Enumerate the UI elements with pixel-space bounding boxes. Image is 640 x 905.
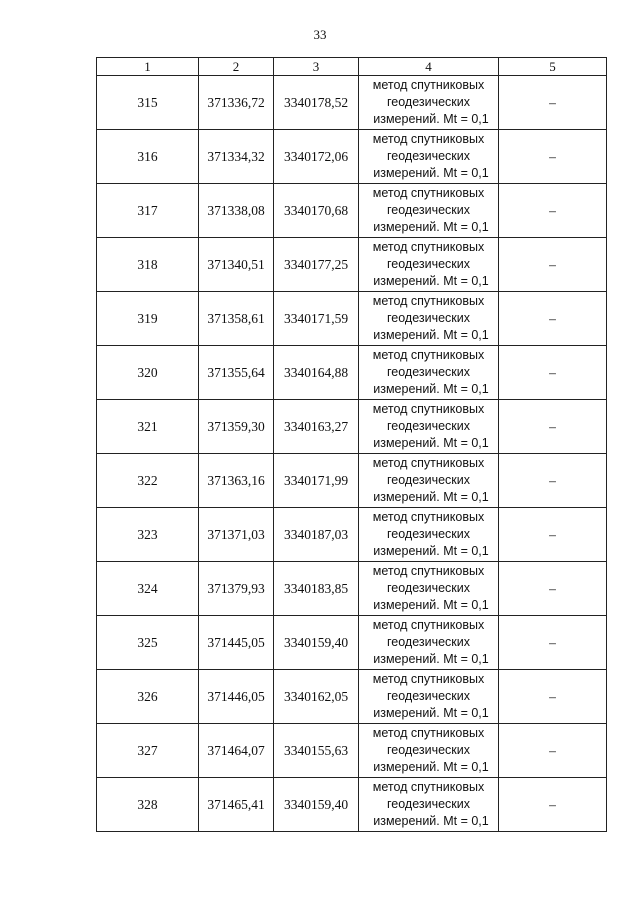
y-coordinate: 3340187,03 <box>274 508 359 562</box>
method-line: геодезических <box>386 365 470 379</box>
note-dash: – <box>499 292 607 346</box>
method-line: измерений. Mt = 0,1 <box>373 166 489 180</box>
x-coordinate: 371340,51 <box>199 238 274 292</box>
point-number: 322 <box>97 454 199 508</box>
method-line: измерений. Mt = 0,1 <box>373 220 489 234</box>
method-description <box>359 508 499 562</box>
table-row <box>97 76 607 130</box>
y-coordinate: 3340171,59 <box>274 292 359 346</box>
method-line: метод спутниковых <box>372 186 485 200</box>
method-line: метод спутниковых <box>372 564 485 578</box>
method-line: измерений. Mt = 0,1 <box>373 274 489 288</box>
point-number: 323 <box>97 508 199 562</box>
method-description <box>359 562 499 616</box>
method-line: геодезических <box>386 149 470 163</box>
method-line: геодезических <box>386 203 470 217</box>
table-row <box>97 238 607 292</box>
y-coordinate: 3340164,88 <box>274 346 359 400</box>
table-row <box>97 508 607 562</box>
x-coordinate: 371379,93 <box>199 562 274 616</box>
method-line: метод спутниковых <box>372 726 485 740</box>
method-line: измерений. Mt = 0,1 <box>373 706 489 720</box>
method-line: геодезических <box>386 95 470 109</box>
table-row <box>97 292 607 346</box>
column-header-1: 1 <box>97 58 199 76</box>
method-description <box>359 724 499 778</box>
table-row <box>97 616 607 670</box>
method-line: метод спутниковых <box>372 240 485 254</box>
method-line: геодезических <box>386 473 470 487</box>
method-line: геодезических <box>386 311 470 325</box>
y-coordinate: 3340177,25 <box>274 238 359 292</box>
x-coordinate: 371446,05 <box>199 670 274 724</box>
method-description <box>359 454 499 508</box>
method-line: геодезических <box>386 635 470 649</box>
method-line: измерений. Mt = 0,1 <box>373 382 489 396</box>
method-description <box>359 346 499 400</box>
x-coordinate: 371334,32 <box>199 130 274 184</box>
x-coordinate: 371338,08 <box>199 184 274 238</box>
x-coordinate: 371465,41 <box>199 778 274 832</box>
point-number: 317 <box>97 184 199 238</box>
method-description <box>359 778 499 832</box>
x-coordinate: 371359,30 <box>199 400 274 454</box>
method-description <box>359 292 499 346</box>
note-dash: – <box>499 616 607 670</box>
method-line: геодезических <box>386 797 470 811</box>
table-row <box>97 454 607 508</box>
method-line: метод спутниковых <box>372 294 485 308</box>
note-dash: – <box>499 724 607 778</box>
method-line: геодезических <box>386 419 470 433</box>
note-dash: – <box>499 130 607 184</box>
method-line: геодезических <box>386 527 470 541</box>
note-dash: – <box>499 76 607 130</box>
method-description <box>359 130 499 184</box>
method-line: измерений. Mt = 0,1 <box>373 652 489 666</box>
method-line: измерений. Mt = 0,1 <box>373 490 489 504</box>
method-description <box>359 76 499 130</box>
y-coordinate: 3340159,40 <box>274 616 359 670</box>
method-line: геодезических <box>386 257 470 271</box>
y-coordinate: 3340170,68 <box>274 184 359 238</box>
method-line: измерений. Mt = 0,1 <box>373 544 489 558</box>
method-line: метод спутниковых <box>372 132 485 146</box>
note-dash: – <box>499 454 607 508</box>
method-description <box>359 400 499 454</box>
method-line: метод спутниковых <box>372 780 485 794</box>
x-coordinate: 371363,16 <box>199 454 274 508</box>
y-coordinate: 3340159,40 <box>274 778 359 832</box>
method-line: геодезических <box>386 743 470 757</box>
method-line: метод спутниковых <box>372 456 485 470</box>
method-line: измерений. Mt = 0,1 <box>373 112 489 126</box>
method-line: измерений. Mt = 0,1 <box>373 436 489 450</box>
table-row <box>97 184 607 238</box>
point-number: 328 <box>97 778 199 832</box>
table-row <box>97 778 607 832</box>
x-coordinate: 371355,64 <box>199 346 274 400</box>
method-description <box>359 616 499 670</box>
x-coordinate: 371371,03 <box>199 508 274 562</box>
column-header-3: 3 <box>274 58 359 76</box>
coordinates-table <box>96 57 607 832</box>
method-line: геодезических <box>386 581 470 595</box>
note-dash: – <box>499 670 607 724</box>
method-description <box>359 670 499 724</box>
point-number: 326 <box>97 670 199 724</box>
page-number: 33 <box>313 27 327 42</box>
point-number: 327 <box>97 724 199 778</box>
note-dash: – <box>499 562 607 616</box>
table-row <box>97 130 607 184</box>
x-coordinate: 371464,07 <box>199 724 274 778</box>
method-line: метод спутниковых <box>372 348 485 362</box>
y-coordinate: 3340171,99 <box>274 454 359 508</box>
point-number: 319 <box>97 292 199 346</box>
x-coordinate: 371445,05 <box>199 616 274 670</box>
method-line: измерений. Mt = 0,1 <box>373 328 489 342</box>
table-row <box>97 400 607 454</box>
column-header-2: 2 <box>199 58 274 76</box>
column-header-4: 4 <box>359 58 499 76</box>
method-line: геодезических <box>386 689 470 703</box>
method-line: метод спутниковых <box>372 402 485 416</box>
point-number: 316 <box>97 130 199 184</box>
method-line: метод спутниковых <box>372 510 485 524</box>
method-line: метод спутниковых <box>372 78 485 92</box>
x-coordinate: 371358,61 <box>199 292 274 346</box>
note-dash: – <box>499 778 607 832</box>
note-dash: – <box>499 238 607 292</box>
y-coordinate: 3340178,52 <box>274 76 359 130</box>
point-number: 318 <box>97 238 199 292</box>
note-dash: – <box>499 184 607 238</box>
table-row <box>97 724 607 778</box>
y-coordinate: 3340172,06 <box>274 130 359 184</box>
y-coordinate: 3340163,27 <box>274 400 359 454</box>
table-row <box>97 346 607 400</box>
point-number: 320 <box>97 346 199 400</box>
method-line: измерений. Mt = 0,1 <box>373 814 489 828</box>
y-coordinate: 3340155,63 <box>274 724 359 778</box>
method-line: измерений. Mt = 0,1 <box>373 760 489 774</box>
point-number: 325 <box>97 616 199 670</box>
y-coordinate: 3340162,05 <box>274 670 359 724</box>
note-dash: – <box>499 400 607 454</box>
method-line: метод спутниковых <box>372 618 485 632</box>
column-header-5: 5 <box>499 58 607 76</box>
table-row <box>97 670 607 724</box>
x-coordinate: 371336,72 <box>199 76 274 130</box>
y-coordinate: 3340183,85 <box>274 562 359 616</box>
point-number: 315 <box>97 76 199 130</box>
method-line: метод спутниковых <box>372 672 485 686</box>
point-number: 321 <box>97 400 199 454</box>
table-row <box>97 562 607 616</box>
header-row <box>97 58 607 76</box>
method-description <box>359 238 499 292</box>
point-number: 324 <box>97 562 199 616</box>
note-dash: – <box>499 508 607 562</box>
method-description <box>359 184 499 238</box>
note-dash: – <box>499 346 607 400</box>
method-line: измерений. Mt = 0,1 <box>373 598 489 612</box>
